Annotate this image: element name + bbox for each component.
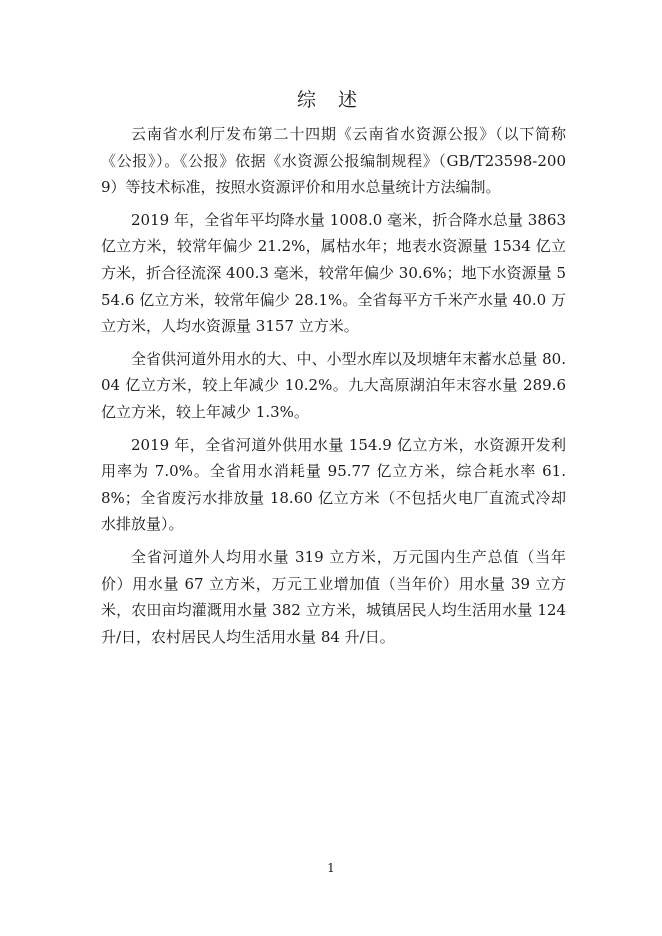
- paragraph-water-use: 2019 年，全省河道外供用水量 154.9 亿立方米，水资源开发利用率为 7.0%。全省用水消耗量 95.77 亿立方米，综合耗水率 61.8%；全省废污水排放量 18.60 亿立方米（不包括火电厂直流式冷却水排放量）。: [101, 435, 566, 534]
- paragraph-intro: 云南省水利厅发布第二十四期《云南省水资源公报》（以下简称《公报》）。《公报》依据《水资源公报编制规程》（GB/T23598-2009）等技术标准，按照水资源评价和用水总量统计方法编制。: [101, 125, 566, 197]
- paragraph-precipitation: 2019 年，全省年平均降水量 1008.0 毫米，折合降水总量 3863 亿立方米，较常年偏少 21.2%，属枯水年；地表水资源量 1534 亿立方米，折合径流深 400.3 毫米，较常年偏少 30.6%；地下水资源量 554.6 亿立方米，较常年偏少 28.1%。全省每平方千米产水量 40.0 万立方米，人均水资源量 3157 立方米。: [101, 210, 566, 336]
- paragraph-storage: 全省供河道外用水的大、中、小型水库以及坝塘年末蓄水总量 80.04 亿立方米，较上年减少 10.2%。九大高原湖泊年末容水量 289.6 亿立方米，较上年减少 1.3%。: [101, 349, 566, 421]
- body-text: [101, 121, 566, 656]
- paragraph-per-capita: 全省河道外人均用水量 319 立方米，万元国内生产总值（当年价）用水量 67 立方米，万元工业增加值（当年价）用水量 39 立方米，农田亩均灌溉用水量 382 立方米，城镇居民人均生活用水量 124 升/日，农村居民人均生活用水量 84 升/日。: [101, 547, 566, 646]
- page-title: 综 述: [296, 89, 366, 111]
- page-number: 1: [327, 861, 335, 875]
